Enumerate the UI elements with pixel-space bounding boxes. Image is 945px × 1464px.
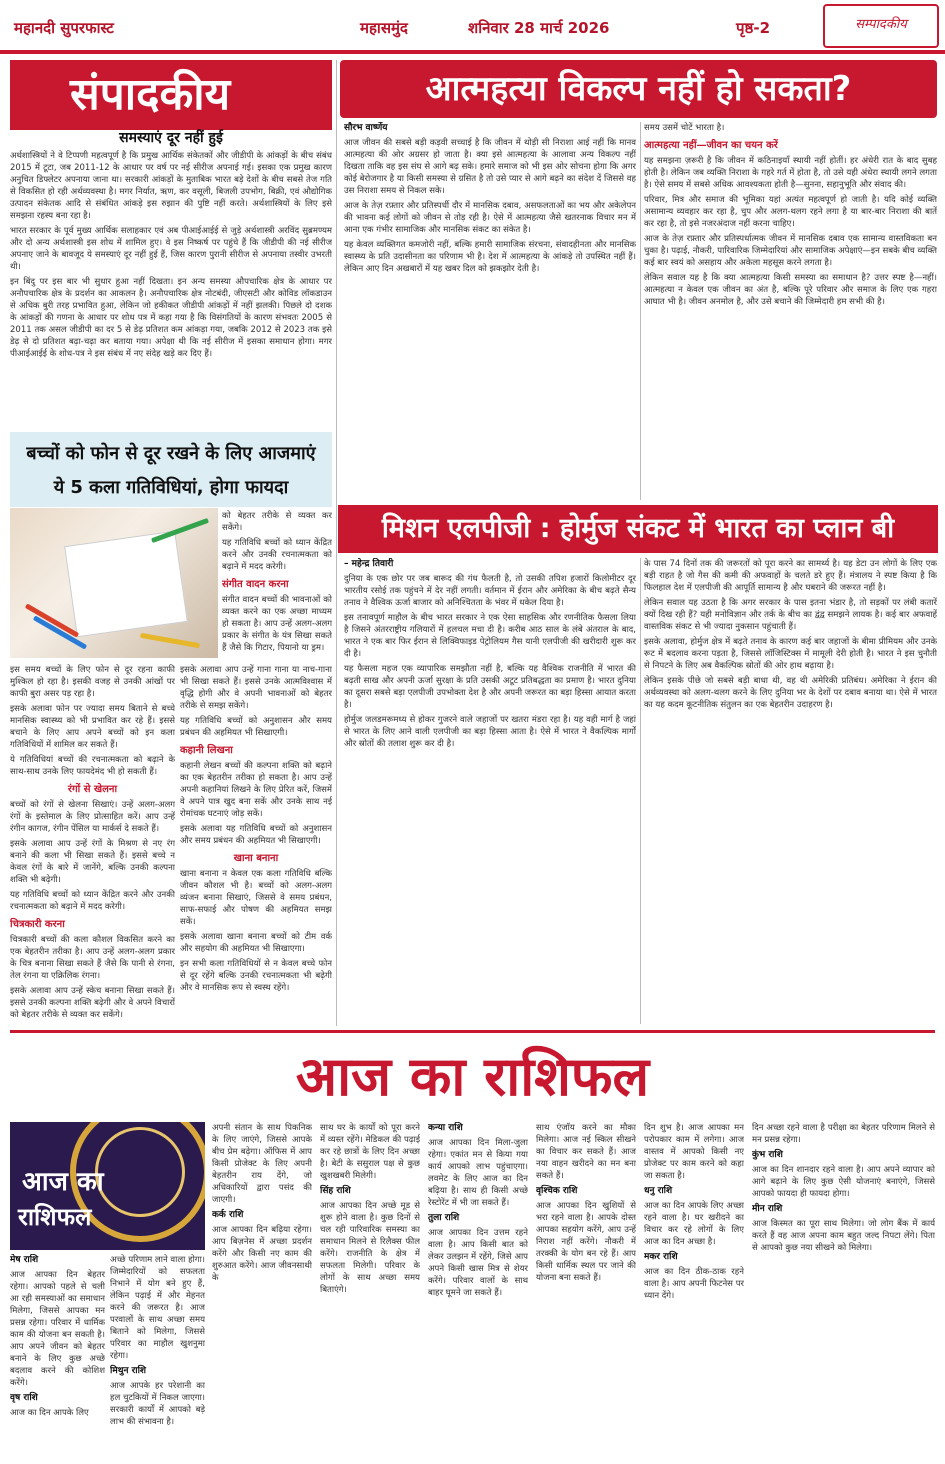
paragraph: इसके अलावा खाना बनाना बच्चों को टीम वर्क और सहयोग की अहमियत भी सिखाएगा। (180, 932, 332, 954)
paragraph: आज आपका दिन बेहतर रहेगा। आपको पहले से चली आ रही समस्याओं का समाधान मिलेगा, जिससे आपका मन प्रसन्न रहेगा। परिवार में धार्मिक काम की योजना बन सकती है। आप अपने जीवन को बेहतर बनाने के लिए कुछ अच्छे बदलाव करने की कोशिश करेंगे। (10, 1270, 105, 1388)
suicide-column-1 (344, 122, 636, 500)
kids-article-title (10, 432, 332, 507)
rashi-name: मेष राशि (10, 1255, 39, 1265)
paragraph: आज आपका दिन अच्छे मूड से शुरू होने वाला है। कुछ दिनों से चल रही पारिवारिक समस्या का समाधान मिलने से रिलैक्स फील करेंगे। राजनीति के क्षेत्र में सफलता मिलेगी। परिवार के लोगों के साथ अच्छा समय बिताएंगे। (320, 1201, 420, 1295)
horoscope-column-8 (752, 1122, 935, 1454)
horoscope-column-2 (110, 1254, 205, 1454)
rashi-name: वृश्चिक राशि (536, 1186, 578, 1196)
paragraph: आज का दिन आपके लिए (10, 1408, 89, 1418)
paragraph: आज आपका दिन मिला-जुला रहेगा। एकांत मन से किया गया कार्य आपको लाभ पहुंचाएगा। लवमेट के लिए आज का दिन बढ़िया है। साथ ही किसी अच्छे रेस्टोरेंट में भी जा सकते हैं। (428, 1138, 528, 1208)
drawing-paper (64, 531, 188, 638)
paragraph: इसके अलावा आप उन्हें रंगों के मिश्रण से नए रंग बनाने की कला भी सिखा सकते हैं। इससे बच्चे न केवल रंगों के बारे में जानेंगे, बल्कि उनकी कल्पना शक्ति भी बढ़ेगी। (10, 839, 175, 885)
editorial-logo: सम्पादकीय (823, 4, 939, 48)
horoscope-image (10, 1122, 205, 1250)
paragraph: ये गतिविधियां बच्चों की रचनात्मकता को बढ़ाने के साथ-साथ उनके लिए फायदेमंद भी हो सकती हैं। (10, 755, 175, 777)
date-label: शनिवार 28 मार्च 2026 (468, 19, 610, 37)
paragraph: लेकिन सवाल यह उठता है कि अगर सरकार के पास इतना भंडार है, तो सड़कों पर लंबी कतारें क्यों दिख रही हैं? यही मनोविज्ञान और तर्क के बीच का द्वंद्व समझने लायक है। कई बार अफवाहें वास्तविक संकट से भी ज्यादा नुकसान पहुंचाती हैं। (644, 598, 937, 632)
paragraph: दिन शुभ है। आज आपका मन परोपकार काम में लगेगा। आज वास्तव में आपको किसी नए प्रोजेक्ट पर काम करने को कहा जा सकता है। (644, 1123, 744, 1181)
paragraph: आज का दिन शानदार रहने वाला है। आप अपने व्यापार को आगे बढ़ाने के लिए कुछ ऐसी योजनाएं बनाएंगे, जिससे आपको फायदा ही फायदा होगा। (752, 1165, 935, 1199)
paragraph: इस समय बच्चों के लिए फोन से दूर रहना काफी मुश्किल हो रहा है। इसकी वजह से उनकी आंखों पर काफी बुरा असर पड़ रहा है। (10, 665, 175, 699)
paragraph: दिन अच्छा रहने वाला है परीक्षा का बेहतर परिणाम मिलने से मन प्रसन्न रहेगा। (752, 1123, 935, 1145)
paragraph: के पास 74 दिनों तक की जरूरतों को पूरा करने का सामर्थ्य है। यह डेटा उन लोगों के लिए एक बड़ी राहत है जो गैस की कमी की अफवाहों के चलते डरे हुए हैं। मंत्रालय ने स्पष्ट किया है कि फिलहाल देश में एलपीजी की आपूर्ति सामान्य है और घबराने की जरूरत नहीं है। (644, 559, 937, 593)
page-number: पृष्ठ-2 (736, 19, 771, 37)
lpg-column-1 (344, 558, 636, 1024)
rashi-name: मकर राशि (644, 1252, 678, 1262)
paragraph: यह समझना ज़रूरी है कि जीवन में कठिनाइयाँ स्थायी नहीं होतीं। हर अंधेरी रात के बाद सुबह होती है। लेकिन जब व्यक्ति निराशा के गहरे गर्त में होता है, तो उसे यही अंधेरा स्थायी लगने लगता है। ऐसे समय में सबसे अधिक आवश्यकता होती है—सुनना, सहानुभूति और संवाद की। (644, 156, 937, 190)
paragraph: आज का दिन ठीक-ठाक रहने वाला है। आप अपनी फिटनेस पर ध्यान देंगे। (644, 1267, 744, 1301)
paragraph: आज आपका दिन बढ़िया रहेगा। आप बिज़नेस में अच्छा प्रदर्शन करेंगे और किसी नए काम की शुरुआत करेंगे। आज जीवनसाथी के (212, 1225, 312, 1283)
paragraph: इसके अलावा आप उन्हें गाना गाना या नाच-गाना भी सिखा सकते हैं। इससे उनके आत्मविश्वास में वृद्धि होगी और वे अपनी भावनाओं को बेहतर तरीके से समझ सकेंगे। (180, 665, 332, 711)
paragraph: साथ घर के कार्यों को पूरा करने में व्यस्त रहेंगे। मेडिकल की पढ़ाई कर रहे छात्रों के लिए दिन अच्छा है। बेटी के ससुराल पक्ष से कुछ खुशखबरी मिलेगी। (320, 1123, 420, 1181)
kids-title-line: बच्चों को फोन से दूर रखने के लिए आजमाएं (26, 443, 316, 464)
crayon (151, 518, 209, 543)
column-divider (336, 60, 337, 1026)
horoscope-image-text: राशिफल (18, 1203, 92, 1231)
section-heading: खाना बनाना (233, 853, 279, 864)
lpg-column-2 (644, 558, 937, 1024)
paragraph: इसके अलावा, होर्मुज क्षेत्र में बढ़ते तनाव के कारण कई बार जहाजों के बीमा प्रीमियम और उनके रूट में बदलाव करना पड़ता है, जिससे लॉजिस्टिक्स में मामूली देरी होती है। भारत ने इस चुनौती से निपटने के लिए अब वैकल्पिक स्रोतों की ओर हाथ बढ़ाया है। (644, 637, 937, 671)
kids-title-line: ये 5 कला गतिविधियां, होगा फायदा (53, 477, 289, 498)
rashi-name: वृष राशि (10, 1393, 38, 1403)
paragraph: आज के तेज़ रफ़्तार और प्रतिस्पर्धी दौर में मानसिक दबाव, असफलताओं का भय और अकेलेपन की भावना कई लोगों को जीवन से तोड़ रही है। ऐसे में आत्महत्या जैसे खतरनाक विचार मन में आना एक गंभीर सामाजिक और मानसिक संकट का संकेत है। (344, 201, 636, 235)
city-label: महासमुंद (360, 19, 408, 37)
editorial-body (10, 150, 332, 428)
section-heading: कहानी लिखना (180, 745, 233, 756)
byline: सौरभ वार्ष्णेय (344, 123, 388, 133)
paragraph: लेकिन इसके पीछे जो सबसे बड़ी बाधा थी, वह थी अमेरिकी प्रतिबंध। अमेरिका ने ईरान की अर्थव्यवस्था को अलग-थलग करने के लिए दुनिया भर के देशों पर दबाव बनाया था। ऐसे में भारत का यह कदम कूटनीतिक संतुलन का एक बेहतरीन उदाहरण है। (644, 676, 937, 710)
rashi-name: सिंह राशि (320, 1186, 351, 1196)
crayon (140, 633, 200, 648)
rashi-name: धनु राशि (644, 1186, 673, 1196)
paragraph: आज आपका दिन खुशियों से भरा रहने वाला है। आपके दोस्त आपका सहयोग करेंगे, आप उन्हें निराश नहीं करेंगे। नौकरी में तरक्की के योग बन रहे हैं। आप किसी धार्मिक स्थल पर जाने की योजना बना सकते हैं। (536, 1201, 636, 1283)
paragraph: अच्छे परिणाम लाने वाला होगा। जिम्मेदारियों को सफलता निभाने में योग बने हुए हैं, लेकिन पढ़ाई में और मेहनत करने की जरूरत है। आज परवालों के साथ अच्छा समय बिताने को मिलेगा, जिससे परिवार का माहौल खुशनुमा रहेगा। (110, 1255, 205, 1361)
rashi-name: कन्या राशि (428, 1123, 463, 1133)
paragraph: चित्रकारी बच्चों की कला कौशल विकसित करने का एक बेहतरीन तरीका है। आप उन्हें अलग-अलग प्रकार के चित्र बनाना सिखा सकते हैं जैसे कि पानी से रंगना, तेल रंगना या एक्रिलिक रंगना। (10, 935, 175, 981)
suicide-column-2 (644, 122, 937, 500)
rashi-name: कुंभ राशि (752, 1150, 783, 1160)
kids-right-top (222, 510, 332, 660)
paragraph: खाना बनाना न केवल एक कला गतिविधि बल्कि जीवन कौशल भी है। बच्चों को अलग-अलग व्यंजन बनाना सिखाएं, जिससे वे समय प्रबंधन, साफ-सफाई और पोषण की अहमियत समझ सकें। (180, 869, 332, 927)
paragraph: आज के तेज़ रफ़्तार और प्रतिस्पर्धात्मक जीवन में मानसिक दबाव एक सामान्य वास्तविकता बन चुका है। पढ़ाई, नौकरी, पारिवारिक जिम्मेदारियां और सामाजिक अपेक्षाएं—इन सबके बीच व्यक्ति कई बार स्वयं को असहाय और अकेला महसूस करने लगता है। (644, 234, 937, 268)
paragraph: आज आपका दिन उत्तम रहने वाला है। आप किसी बात को लेकर उलझन में रहेंगे, जिसे आप अपने किसी खास मित्र से शेयर करेंगे। परिवार वालों के साथ बाहर घूमने जा सकते हैं। (428, 1228, 528, 1298)
rashi-name: कर्क राशि (212, 1210, 244, 1220)
paragraph: आज का दिन आपके लिए अच्छा रहने वाला है। घर खरीदने का विचार कर रहे लोगों के लिए आज का दिन अच्छा है। (644, 1201, 744, 1247)
section-heading: रंगों से खेलना (67, 784, 118, 795)
paragraph: इसके अलावा आप उन्हें स्केच बनाना सिखा सकते हैं। इससे उनकी कल्पना शक्ति बढ़ेगी और वे अपने विचारों को बेहतर तरीके से व्यक्त कर सकेंगे। (10, 986, 175, 1020)
byline: – महेन्द्र तिवारी (344, 559, 394, 569)
rashi-name: मीन राशि (752, 1204, 783, 1214)
paragraph: भारत सरकार के पूर्व मुख्य आर्थिक सलाहकार एवं अब पीआईआईई से जुड़े अर्थशास्त्री अरविंद सुब्रमण्यम और दो अन्य अर्थशास्त्री इस शोध में शामिल हुए। वे इस निष्कर्ष पर पहुंचे हैं कि जीडीपी की नई सीरीज अपनाए जाने के बावजूद ये समस्याएं दूर नहीं हुई हैं, जिस कारण पुरानी सीरीज से अपनाया तस्वीर उभरती थी। (10, 226, 332, 272)
paragraph: इन सभी कला गतिविधियों से न केवल बच्चे फोन से दूर रहेंगे बल्कि उनकी रचनात्मकता भी बढ़ेगी और वे मानसिक रूप से स्वस्थ रहेंगे। (180, 959, 332, 993)
paragraph: इन बिंदु पर इस बार भी सुधार हुआ नहीं दिखता। इन अन्य समस्या औपचारिक क्षेत्र के आधार पर अनौपचारिक क्षेत्र के प्रदर्शन का आकलन है। अनौपचारिक क्षेत्र नोटबंदी, जीएसटी और कोविड लॉकडाउन से अधिक बुरी तरह प्रभावित हुआ, लेकिन जो हकीकत जीडीपी आंकड़ों में नहीं झलकी। पिछले दो दशक के आंकड़ों की गणना के आधार पर शोध पत्र में कहा गया है कि विसंगतियों के कारण संभवतः 2005 से 2011 तक असल जीडीपी का दर 5 से डेढ़ प्रतिशत कम आंकड़ा गया, जबकि 2012 से 2023 तक इसे डेढ़ से दो प्रतिशत बढ़ा-चढ़ा कर बताया गया। अपेक्षा थी कि नई सीरीज में इसका समाधान होगा। मगर पीआईआईई के शोध-पत्र ने इस संबंध में नए संदेह खड़े कर दिए हैं। (10, 277, 332, 359)
horoscope-column-1 (10, 1254, 105, 1454)
header-divider (0, 50, 945, 54)
kids-left-column (10, 664, 175, 1026)
column-divider (640, 558, 641, 1024)
paragraph: समय उसमें चोटें भारता है। (644, 123, 725, 133)
editorial-subtitle: समस्याएं दूर नहीं हुई (119, 130, 223, 146)
horoscope-title: आज का राशिफल (10, 1030, 935, 1121)
kids-drawing-photo (10, 508, 218, 658)
lpg-article-title: मिशन एलपीजी : होर्मुज संकट में भारत का प्लान बी (338, 505, 938, 553)
horoscope-image-text: आज का (22, 1167, 104, 1197)
paragraph: बच्चों को रंगों से खेलना सिखाएं। उन्हें अलग-अलग रंगों के इस्तेमाल के लिए प्रोत्साहित करें। आप उन्हें रंगीन कागज, रंगीन पेंसिल या मार्कर्स दे सकते हैं। (10, 800, 175, 834)
paragraph: को बेहतर तरीके से व्यक्त कर सकेंगे। (222, 511, 332, 533)
page-header (0, 0, 945, 52)
paragraph: यह गतिविधि बच्चों को ध्यान केंद्रित करने और उनकी रचनात्मकता को बढ़ाने में मदद करेगी। (10, 890, 175, 912)
paragraph: साथ एंजॉय करने का मौका मिलेगा। आज नई स्किल सीखने का विचार कर सकते हैं। आज नया वाहन खरीदने का मन बना सकते हैं। (536, 1123, 636, 1181)
paragraph: परिवार, मित्र और समाज की भूमिका यहां अत्यंत महत्वपूर्ण हो जाती है। यदि कोई व्यक्ति असामान्य व्यवहार कर रहा है, चुप और अलग-थलग रहने लगा है या बार-बार निराशा की बातें कर रहा है, तो इसे नजरअंदाज नहीं करना चाहिए। (644, 195, 937, 229)
paragraph: दुनिया के एक छोर पर जब बारूद की गंध फैलती है, तो उसकी तपिश हजारों किलोमीटर दूर भारतीय रसोई तक पहुंचने में देर नहीं लगती। वर्तमान में ईरान और अमेरिका के बीच बढ़ते सैन्य तनाव ने वैश्विक ऊर्जा बाजार को अनिश्चितता के भंवर में धकेल दिया है। (344, 574, 636, 608)
paragraph: आज जीवन की सबसे बड़ी कड़वी सच्चाई है कि जीवन में थोड़ी सी निराशा आई नहीं कि मानव आत्महत्या की ओर अग्रसर हो जाता है। क्या इसे आत्महत्या के आलावा अन्य विकल्प नहीं दिखता ताकि वह इस संघ से आगे बढ़ सके। हमारे समाज को भी इस ओर सोचना होगा कि अगर कोई बेरोजगार है या किसी समस्या से ग्रसित है तो उसे प्यार से आगे बढ़ने का संदेश दें जिससे वह उस निराशा समय से निकल सके। (344, 138, 636, 196)
paragraph: संगीत वादन बच्चों की भावनाओं को व्यक्त करने का एक अच्छा माध्यम हो सकता है। आप उन्हें अलग-अलग प्रकार के संगीत के यंत्र सिखा सकते हैं जैसे कि गिटार, पियानो या ड्रम। (222, 595, 332, 653)
paragraph: यह फैसला महज एक व्यापारिक समझौता नहीं है, बल्कि यह वैश्विक राजनीति में भारत की बढ़ती साख और अपनी ऊर्जा सुरक्षा के प्रति उसकी अटूट प्रतिबद्धता का प्रमाण है। भारत दुनिया का दूसरा सबसे बड़ा एलपीजी उपभोक्ता देश है और अपनी जरूरत का बड़ा हिस्सा आयात करता है। (344, 664, 636, 710)
paragraph: कहानी लेखन बच्चों की कल्पना शक्ति को बढ़ाने का एक बेहतरीन तरीका हो सकता है। आप उन्हें अपनी कहानियां लिखने के लिए प्रेरित करें, जिसमें वे अपने पात्र खुद बना सकें और उनके साथ नई रोमांचक घटनाएं जोड़ सकें। (180, 761, 332, 819)
paragraph: आज किस्मत का पूरा साथ मिलेगा। जो लोग बैंक में कार्य करते हैं वह आज अपना काम बहुत जल्द निपटा लेंगे। पिता से आपको कुछ नया सीखने को मिलेगा। (752, 1219, 935, 1253)
paragraph: इसके अलावा फोन पर ज्यादा समय बिताने से बच्चे मानसिक स्वास्थ्य को भी प्रभावित कर रहे हैं। इससे बचाने के लिए आप अपने बच्चों को इन कला गतिविधियों में शामिल कर सकते हैं। (10, 704, 175, 750)
paragraph: अर्थशास्त्रियों ने वे टिप्पणी महत्वपूर्ण है कि प्रमुख आर्थिक संकेतकों और जीडीपी के आंकड़ों के बीच संबंध 2015 में टूटा, जब 2011-12 के आधार पर वर्ष पर नई सीरीज अपनाई गई। इसका एक प्रमुख कारण अनुचित डिफ्लेटर अपनाया जाना था। सरकारी आंकड़ों के मुताबिक भारत बड़े देशों के बीच सबसे तेज गति से विकसित हो रही अर्थव्यवस्था है। मगर निर्यात, ऋण, कर वसूली, बिजली उपभोग, बिक्री, एवं औद्योगिक उत्पादन संकेतक आदि से संबंधित आंकड़े इस रुझान की पुष्टि नहीं करते। अर्थशास्त्रियों के लिए इसे समझना रहस्य बना रहा है। (10, 151, 332, 221)
paragraph: अपनी संतान के साथ पिकनिक के लिए जाएंगे, जिससे आपके बीच प्रेम बढ़ेगा। ऑफिस में आप किसी प्रोजेक्ट के लिए अपनी बेहतरीन राय देंगे, जो अधिकारियों द्वारा पसंद की जाएगी। (212, 1123, 312, 1205)
paragraph: इस तनावपूर्ण माहौल के बीच भारत सरकार ने एक ऐसा साहसिक और रणनीतिक फैसला लिया है जिसने अंतरराष्ट्रीय गलियारों में हलचल मचा दी है। करीब आठ साल के लंबे अंतराल के बाद, भारत ने एक बार फिर ईरान से लिक्विफाइड पेट्रोलियम गैस यानी एलपीजी की खरीदारी शुरू कर दी है। (344, 613, 636, 659)
crayon (25, 603, 79, 637)
paragraph: यह गतिविधि बच्चों को अनुशासन और समय प्रबंधन की अहमियत भी सिखाएगी। (180, 716, 332, 738)
paragraph: यह केवल व्यक्तिगत कमजोरी नहीं, बल्कि हमारी सामाजिक संरचना, संवादहीनता और मानसिक स्वास्थ्य के प्रति उदासीनता का परिणाम भी है। देश में आत्महत्या के आंकड़े तो उपस्थित नहीं हैं। लेकिन आए दिन अखबारों में यह खबर दिल को झकझोर देती है। (344, 240, 636, 274)
paragraph: यह गतिविधि बच्चों को ध्यान केंद्रित करने और उनकी रचनात्मकता को बढ़ाने में मदद करेगी। (222, 538, 332, 572)
paragraph: इसके अलावा यह गतिविधि बच्चों को अनुशासन और समय प्रबंधन की अहमियत भी सिखाएगी। (180, 824, 332, 846)
editorial-title: संपादकीय (10, 60, 332, 130)
section-heading: संगीत वादन करना (222, 579, 289, 590)
horoscope-column-7 (644, 1122, 744, 1454)
kids-right-column (180, 664, 332, 1026)
suicide-article-title: आत्महत्या विकल्प नहीं हो सकता? (340, 60, 937, 118)
horoscope-column-4 (320, 1122, 420, 1454)
section-heading: आत्महत्या नहीं—जीवन का चयन करें (644, 140, 778, 151)
section-heading: चित्रकारी करना (10, 919, 65, 930)
paragraph: आज आपके हर परेशानी का हल चुटकियों में निकल जाएगा। सरकारी कार्यों में आपको बड़े लाभ की संभावना है। (110, 1381, 205, 1427)
paper-name: महानदी सुपरफास्ट (14, 19, 114, 37)
column-divider (640, 122, 641, 500)
zodiac-inner-ring (95, 1127, 185, 1217)
rashi-name: तुला राशि (428, 1213, 460, 1223)
horoscope-column-6 (536, 1122, 636, 1454)
paragraph: लेकिन सवाल यह है कि क्या आत्महत्या किसी समस्या का समाधान है? उत्तर स्पष्ट है—नहीं। आत्महत्या न केवल एक जीवन का अंत है, बल्कि पूरे परिवार और समाज के लिए एक गहरा आघात भी है। जीवन अनमोल है, और उसे बचाने की जिम्मेदारी हम सभी की है। (644, 273, 937, 307)
paragraph: होर्मुज जलडमरूमध्य से होकर गुजरने वाले जहाजों पर खतरा मंडरा रहा है। यह वही मार्ग है जहां से भारत के लिए आने वाली एलपीजी का बड़ा हिस्सा आता है। ऐसे में भारत ने वैकल्पिक मार्गों और स्रोतों की तलाश शुरू कर दी है। (344, 715, 636, 749)
horoscope-column-3 (212, 1122, 312, 1454)
horoscope-column-5 (428, 1122, 528, 1454)
rashi-name: मिथुन राशि (110, 1366, 147, 1376)
